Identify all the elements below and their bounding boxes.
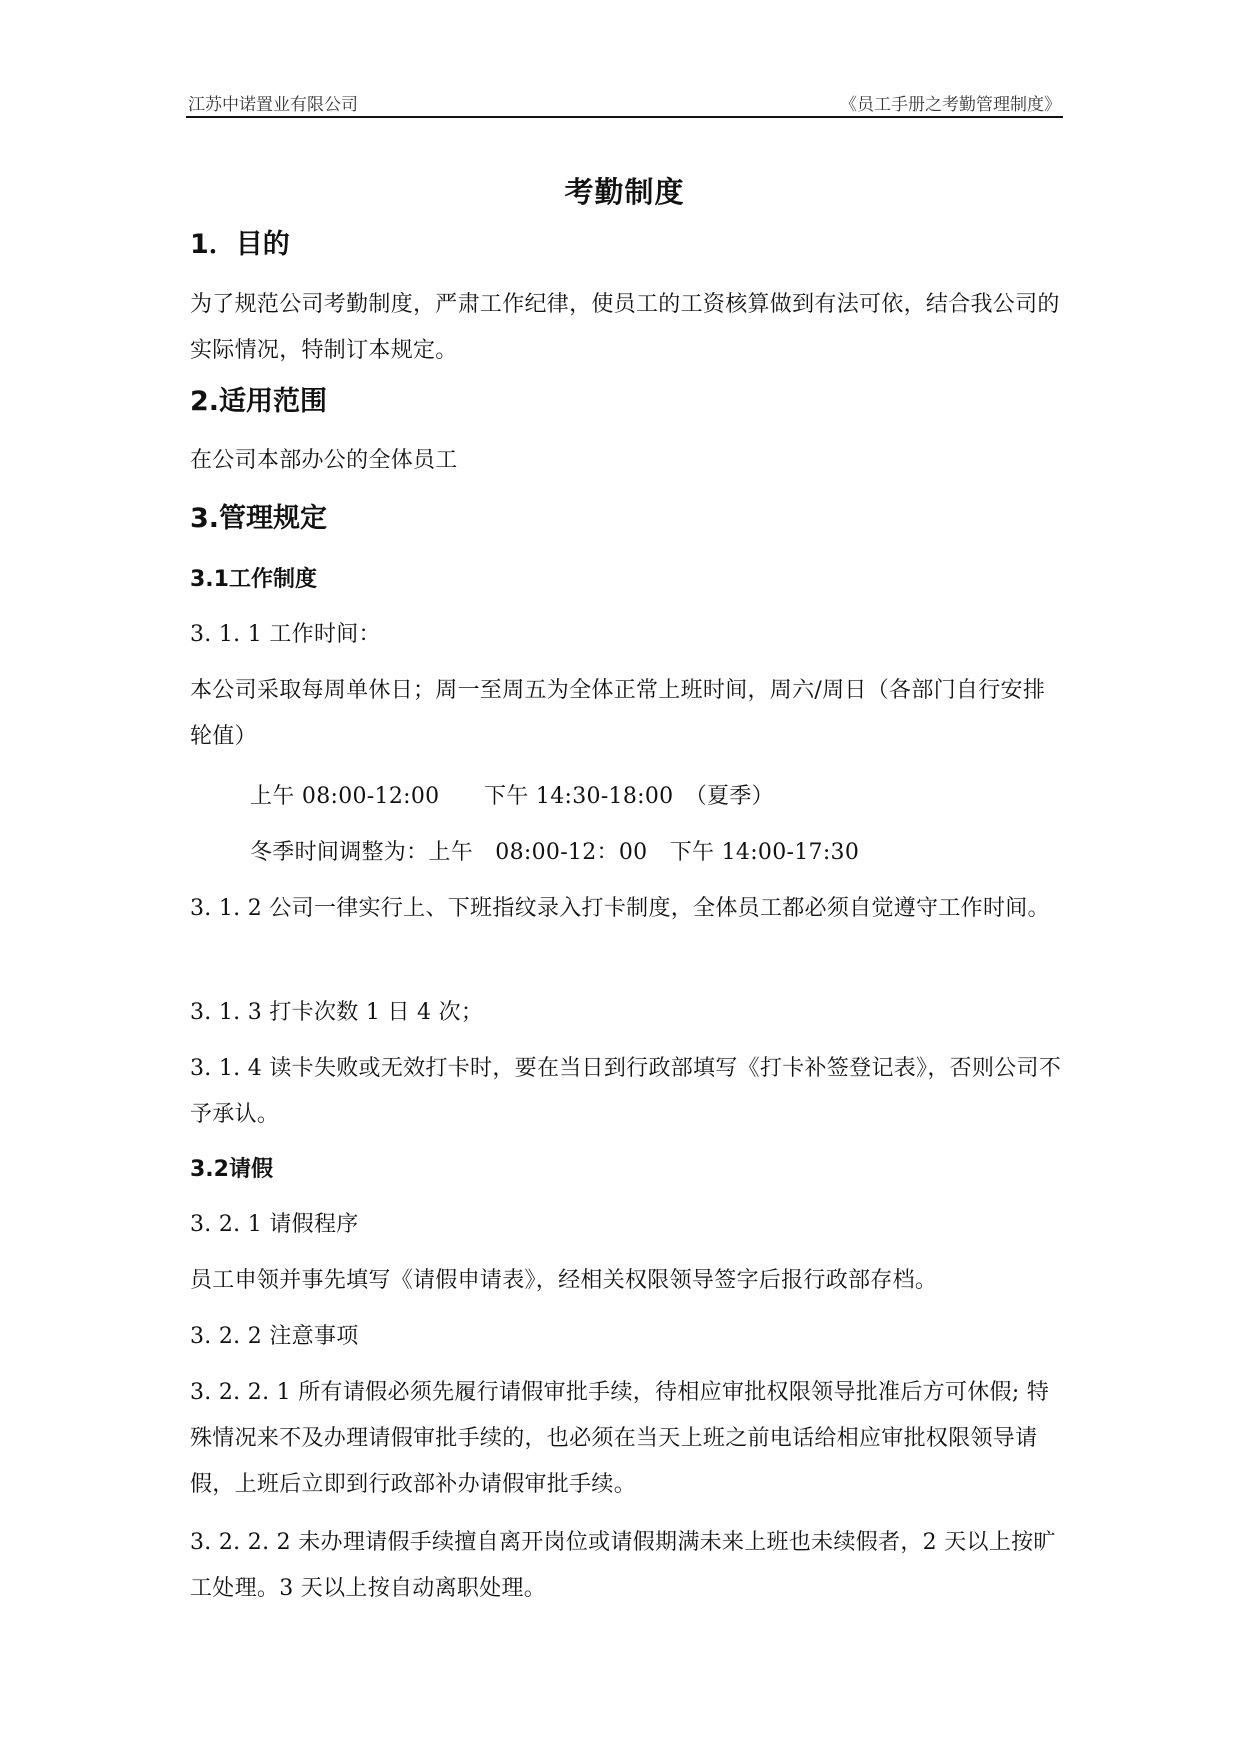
- clause-3-1-3: 3. 1. 3 打卡次数 1 日 4 次；: [190, 1000, 484, 1025]
- header-doc-title: 《员工手册之考勤管理制度》: [840, 95, 1061, 115]
- section-3-2-heading: 3.2请假: [190, 1157, 273, 1182]
- section-3-heading: 3.管理规定: [190, 503, 328, 534]
- clause-3-2-1: 3. 2. 1 请假程序: [190, 1212, 359, 1237]
- clause-3-1-4: 3. 1. 4 读卡失败或无效打卡时，要在当日到行政部填写《打卡补签登记表》，否则公司不予承认。: [190, 1056, 1062, 1127]
- section-1-heading: 1．目的: [190, 229, 290, 260]
- clause-3-2-2-1: 3. 2. 2. 1 所有请假必须先履行请假审批手续，待相应审批权限领导批准后方可休假; 特殊情况来不及办理请假审批手续的，也必须在当天上班之前电话给相应审批权限领导请假，上班后立即到行政部补办请假审批手续。: [190, 1380, 1050, 1497]
- clause-3-2-2: 3. 2. 2 注意事项: [190, 1324, 359, 1349]
- section-2-heading: 2.适用范围: [190, 386, 328, 417]
- clause-3-1-2: 3. 1. 2 公司一律实行上、下班指纹录入打卡制度，全体员工都必须自觉遵守工作时间。: [190, 896, 1050, 921]
- winter-hours: 冬季时间调整为：上午 08:00-12：00 下午 14:00-17:30: [250, 840, 860, 865]
- header-company: 江苏中诺置业有限公司: [188, 95, 358, 115]
- clause-3-2-2-2: 3. 2. 2. 2 未办理请假手续擅自离开岗位或请假期满未来上班也未续假者，2 天以上按旷工处理。3 天以上按自动离职处理。: [190, 1530, 1056, 1601]
- section-1-text: 为了规范公司考勤制度，严肃工作纪律，使员工的工资核算做到有法可依，结合我公司的实际情况，特制订本规定。: [190, 292, 1060, 363]
- summer-hours: 上午 08:00-12:00 下午 14:30-18:00 （夏季）: [250, 784, 774, 809]
- clause-3-2-1-text: 员工申领并事先填写《请假申请表》，经相关权限领导签字后报行政部存档。: [190, 1268, 938, 1293]
- page-header: [188, 88, 1061, 116]
- header-divider: [186, 116, 1063, 118]
- clause-3-1-1-text: 本公司采取每周单休日；周一至周五为全体正常上班时间，周六/周日（各部门自行安排轮值）: [190, 678, 1046, 749]
- document-title: 考勤制度: [564, 175, 685, 209]
- clause-3-1-1: 3. 1. 1 工作时间：: [190, 622, 381, 647]
- section-2-text: 在公司本部办公的全体员工: [190, 448, 458, 473]
- section-3-1-heading: 3.1工作制度: [190, 567, 317, 592]
